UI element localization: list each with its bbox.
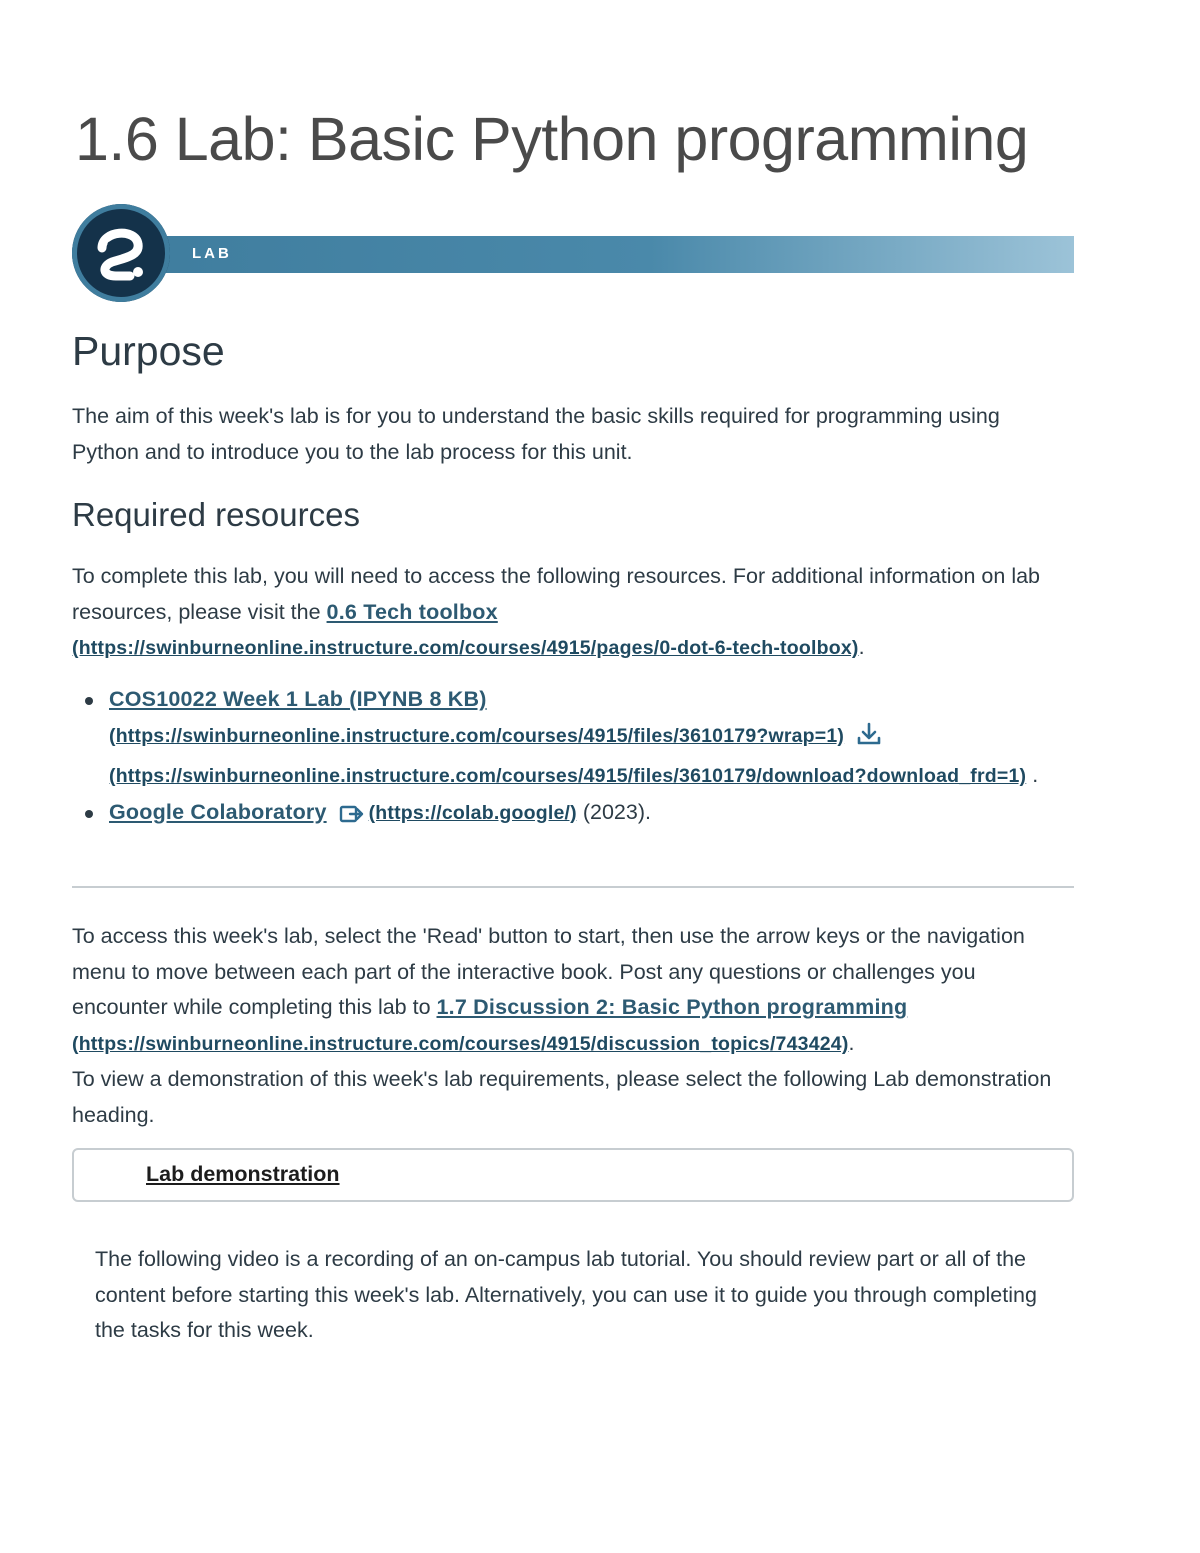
- resources-heading: Required resources: [72, 496, 360, 533]
- demo-instruction-text: To view a demonstration of this week's lab requirements, please select the following Lab demonstration heading.: [72, 1067, 1052, 1127]
- lab-demonstration-heading[interactable]: Lab demonstration: [146, 1162, 340, 1186]
- google-colab-url[interactable]: (https://colab.google/): [368, 801, 577, 824]
- resources-intro: [72, 559, 1072, 667]
- week1-lab-download-url[interactable]: (https://swinburneonline.instructure.com/courses/4915/files/3610179/download?download_frd=1): [109, 765, 1027, 787]
- list-item: [72, 795, 1072, 836]
- banner-label: LAB: [192, 245, 232, 262]
- discussion-link[interactable]: 1.7 Discussion 2: Basic Python programming: [436, 995, 908, 1019]
- week1-lab-file-url[interactable]: (https://swinburneonline.instructure.com/courses/4915/files/3610179?wrap=1): [109, 724, 845, 747]
- list-item-suffix: .: [1032, 763, 1039, 787]
- list-item-suffix: (2023).: [582, 799, 651, 824]
- resources-list: [72, 682, 1072, 835]
- resources-intro-text: To complete this lab, you will need to access the following resources. For additional information on lab resources, please visit the: [72, 564, 1041, 624]
- section-divider: [72, 886, 1074, 888]
- purpose-text: The aim of this week's lab is for you to understand the basic skills required for programming using Python and to introduce you to the lab process for this unit.: [72, 404, 1000, 464]
- tech-toolbox-link[interactable]: 0.6 Tech toolbox: [326, 599, 498, 624]
- tech-toolbox-url[interactable]: (https://swinburneonline.instructure.com/courses/4915/pages/0-dot-6-tech-toolbox): [72, 637, 859, 659]
- lab-banner: [72, 204, 1074, 304]
- week1-lab-file-link[interactable]: COS10022 Week 1 Lab (IPYNB 8 KB): [109, 687, 487, 711]
- demonstration-text: The following video is a recording of an on-campus lab tutorial. You should review part or all of the content before starting this week's lab. Alternatively, you can use it to guide you through completing the tasks for this week.: [95, 1247, 1037, 1342]
- purpose-heading: Purpose: [72, 328, 225, 374]
- access-text-end: .: [848, 1030, 855, 1055]
- discussion-url[interactable]: (https://swinburneonline.instructure.com/courses/4915/discussion_topics/743424): [72, 1032, 849, 1055]
- external-link-icon[interactable]: [339, 800, 365, 836]
- google-colab-link[interactable]: Google Colaboratory: [109, 799, 327, 824]
- banner-bar: [132, 236, 1074, 273]
- download-icon[interactable]: [856, 721, 882, 759]
- access-text-start: To access this week's lab, select the 'Read' button to start, then use the arrow keys or the navigation menu to move between each part of the interactive book. Post any questions or challenges you encounter while completing this lab to: [72, 924, 1025, 1019]
- list-item: [72, 682, 1072, 795]
- resources-intro-end: .: [858, 635, 865, 659]
- page-title: 1.6 Lab: Basic Python programming: [75, 105, 1029, 173]
- python-snake-icon: [72, 204, 170, 302]
- access-text: [72, 919, 1072, 1133]
- lab-demonstration-accordion[interactable]: [72, 1148, 1074, 1202]
